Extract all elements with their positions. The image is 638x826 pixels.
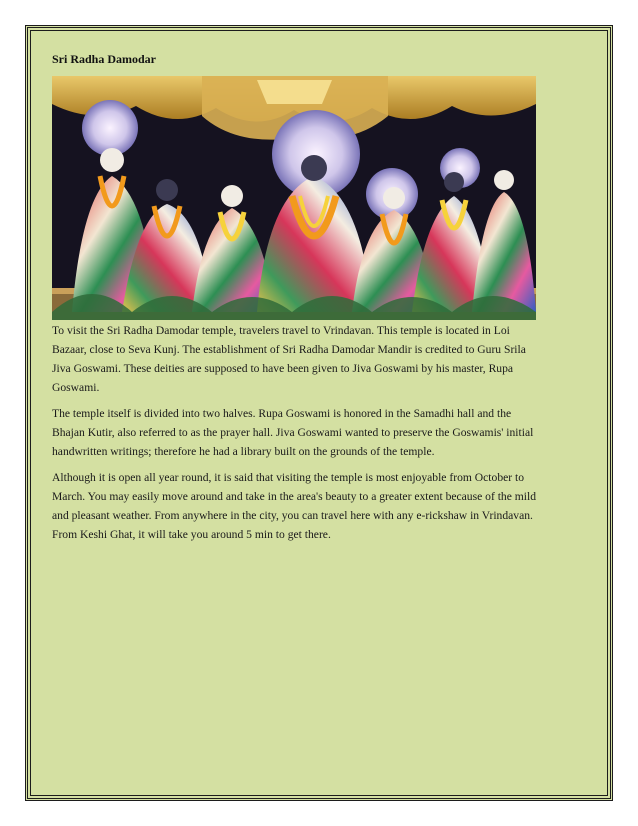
document-title: Sri Radha Damodar [52, 52, 157, 66]
paragraph: Although it is open all year round, it is said that visiting the temple is most enjoyable from October to March. You may easily move around and take in the area's beauty to a greater extent because of the mild and pleasant weather. From anywhere in the city, you can travel here with any e-rickshaw in Vrindavan. From Keshi Ghat, it will take you around 5 min to get there. [52, 471, 537, 541]
temple-deities-photo [52, 76, 536, 320]
paragraph: To visit the Sri Radha Damodar temple, travelers travel to Vrindavan. This temple is located in Loi Bazaar, close to Seva Kunj. The establishment of Sri Radha Damodar Mandir is credited to Guru Srila Jiva Goswami. These deities are supposed to have been given to Jiva Goswami by his master, Rupa Goswami. [52, 324, 526, 394]
document-body [52, 321, 540, 551]
paragraph: The temple itself is divided into two halves. Rupa Goswami is honored in the Samadhi hall and the Bhajan Kutir, also referred to as the prayer hall. Jiva Goswami wanted to preserve the Goswamis' initial handwritten writings; therefore he had a library built on the grounds of the temple. [52, 407, 534, 458]
